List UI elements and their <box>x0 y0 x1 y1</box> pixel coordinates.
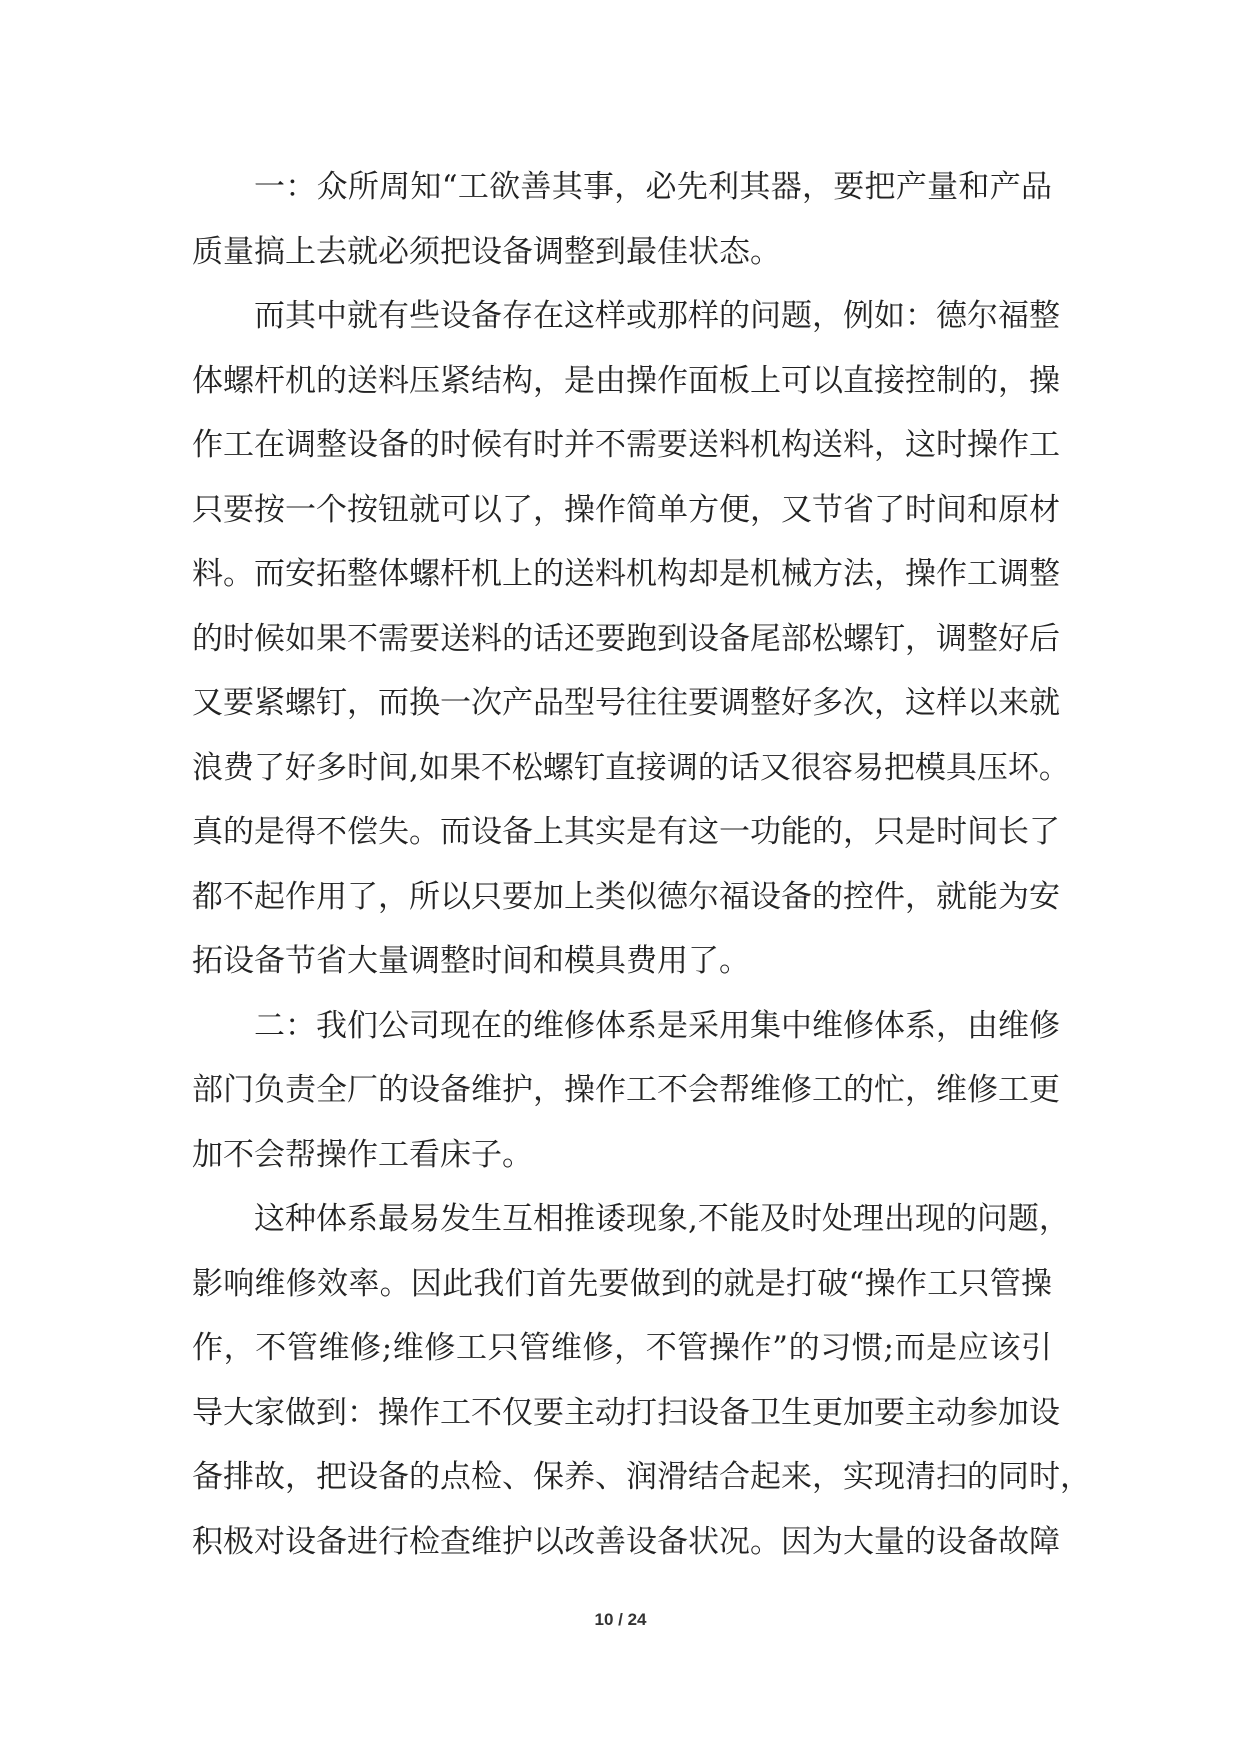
text-line: 而其中就有些设备存在这样或那样的问题，例如：德尔福整 <box>254 298 1060 334</box>
text-line: 只要按一个按钮就可以了，操作简单方便，又节省了时间和原材 <box>192 491 1060 528</box>
text-line: 浪费了好多时间,如果不松螺钉直接调的话又很容易把模具压坏。 <box>192 749 1070 786</box>
text-line: 作，不管维修;维修工只管维修，不管操作”的习惯;而是应该引 <box>192 1330 1052 1366</box>
text-line: 积极对设备进行检查维护以改善设备状况。因为大量的设备故障 <box>192 1523 1060 1560</box>
text-line: 又要紧螺钉，而换一次产品型号往往要调整好多次，这样以来就 <box>192 685 1060 721</box>
text-line: 二：我们公司现在的维修体系是采用集中维修体系，由维修 <box>254 1007 1060 1044</box>
text-line: 导大家做到：操作工不仅要主动打扫设备卫生更加要主动参加设 <box>192 1394 1060 1431</box>
text-line: 都不起作用了，所以只要加上类似德尔福设备的控件，就能为安 <box>192 878 1060 915</box>
page-number: 10 / 24 <box>594 1610 647 1629</box>
text-line: 体螺杆机的送料压紧结构，是由操作面板上可以直接控制的，操 <box>192 362 1060 399</box>
text-line: 影响维修效率。因此我们首先要做到的就是打破“操作工只管操 <box>192 1265 1052 1302</box>
text-line: 的时候如果不需要送料的话还要跑到设备尾部松螺钉，调整好后 <box>192 620 1060 657</box>
text-line: 质量搞上去就必须把设备调整到最佳状态。 <box>192 233 781 270</box>
text-line: 一：众所周知“工欲善其事，必先利其器，要把产量和产品 <box>254 169 1052 205</box>
text-line: 拓设备节省大量调整时间和模具费用了。 <box>192 943 750 979</box>
text-line: 部门负责全厂的设备维护，操作工不会帮维修工的忙，维修工更 <box>192 1072 1060 1108</box>
text-line: 真的是得不偿失。而设备上其实是有这一功能的，只是时间长了 <box>192 814 1060 850</box>
text-line: 作工在调整设备的时候有时并不需要送料机构送料，这时操作工 <box>192 427 1060 463</box>
body-text <box>192 155 1091 1574</box>
text-line: 备排故，把设备的点检、保养、润滑结合起来，实现清扫的同时， <box>192 1459 1091 1495</box>
text-line: 这种体系最易发生互相推诿现象,不能及时处理出现的问题， <box>254 1201 1070 1237</box>
text-line: 加不会帮操作工看床子。 <box>192 1136 533 1173</box>
text-line: 料。而安拓整体螺杆机上的送料机构却是机械方法，操作工调整 <box>192 556 1060 592</box>
